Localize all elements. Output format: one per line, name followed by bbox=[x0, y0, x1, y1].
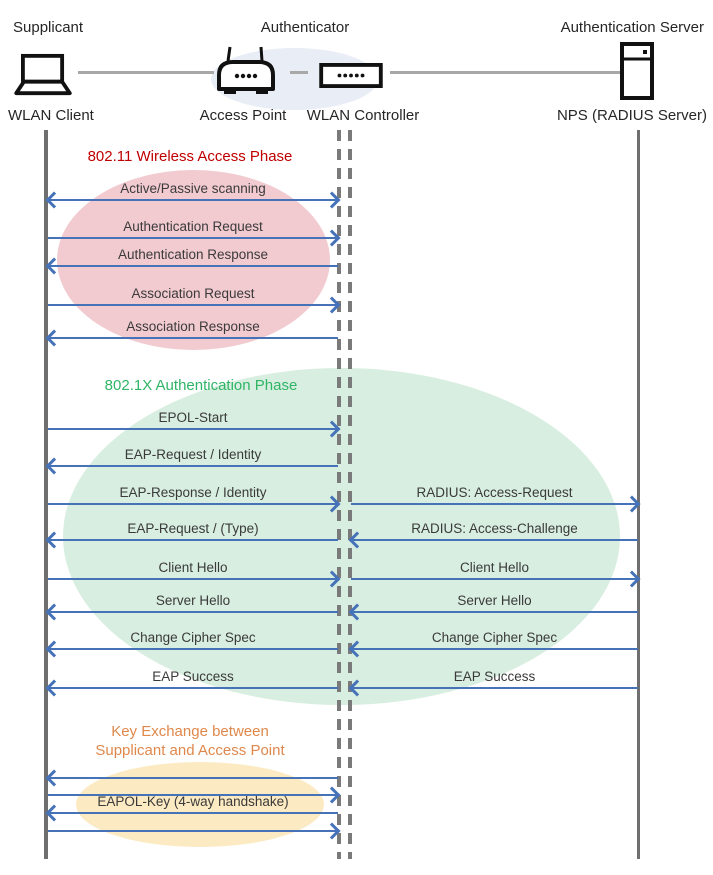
message-label: RADIUS: Access-Request bbox=[416, 485, 573, 500]
arrow-line bbox=[48, 578, 338, 580]
message-label: Change Cipher Spec bbox=[431, 630, 558, 645]
arrow-line bbox=[48, 304, 338, 306]
message-label: EAP-Request / Identity bbox=[124, 447, 262, 462]
role-authentication-server: Authentication Server bbox=[560, 19, 704, 36]
device-label-wlan-client: WLAN Client bbox=[8, 107, 94, 124]
message-label: RADIUS: Access-Challenge bbox=[411, 521, 578, 536]
arrow-line bbox=[48, 337, 338, 339]
arrow-line bbox=[48, 687, 338, 689]
connector-controller-to-server bbox=[390, 71, 620, 74]
connector-ap-to-controller bbox=[290, 71, 308, 74]
laptop-icon bbox=[12, 53, 74, 97]
arrow-line bbox=[351, 539, 638, 541]
arrow-line bbox=[351, 503, 638, 505]
arrow-line bbox=[48, 199, 338, 201]
message-label: Association Request bbox=[131, 286, 255, 301]
arrow-line bbox=[351, 578, 638, 580]
message-label: Client Hello bbox=[459, 560, 530, 575]
message-label: EAP-Response / Identity bbox=[119, 485, 267, 500]
phase3-title-line1: Key Exchange between bbox=[111, 723, 269, 740]
arrow-line bbox=[48, 265, 338, 267]
message-label: Client Hello bbox=[158, 560, 228, 575]
access-point-icon bbox=[214, 45, 278, 99]
message-label: EAP-Request / (Type) bbox=[127, 521, 259, 536]
message-label: EPOL-Start bbox=[158, 410, 228, 425]
device-label-access-point: Access Point bbox=[199, 107, 287, 124]
arrow-line bbox=[48, 465, 338, 467]
server-tower-icon bbox=[620, 42, 654, 100]
message-label: EAPOL-Key (4-way handshake) bbox=[97, 794, 289, 809]
phase2-title: 802.1X Authentication Phase bbox=[104, 377, 298, 394]
arrow-line bbox=[48, 830, 338, 832]
message-label: Server Hello bbox=[155, 593, 231, 608]
message-label: Server Hello bbox=[457, 593, 532, 608]
arrow-line bbox=[48, 503, 338, 505]
wlan-controller-icon bbox=[319, 63, 383, 88]
device-label-wlan-controller: WLAN Controller bbox=[306, 107, 420, 124]
arrow-line bbox=[48, 611, 338, 613]
arrow-line bbox=[351, 611, 638, 613]
message-label: Association Response bbox=[126, 319, 260, 334]
connector-client-to-ap bbox=[78, 71, 214, 74]
phase1-title: 802.11 Wireless Access Phase bbox=[87, 148, 293, 165]
message-label: Authentication Response bbox=[117, 247, 269, 262]
phase3-title-line2: Supplicant and Access Point bbox=[95, 742, 285, 759]
message-label: EAP Success bbox=[152, 669, 234, 684]
arrow-line bbox=[48, 812, 338, 814]
arrow-line bbox=[48, 777, 338, 779]
message-label: Authentication Request bbox=[123, 219, 263, 234]
arrow-line bbox=[48, 648, 338, 650]
message-label: EAP Success bbox=[453, 669, 536, 684]
role-supplicant: Supplicant bbox=[13, 19, 84, 36]
role-authenticator: Authenticator bbox=[260, 19, 350, 36]
arrow-line bbox=[351, 648, 638, 650]
arrowhead-left-icon bbox=[46, 770, 63, 787]
message-label: Change Cipher Spec bbox=[130, 630, 256, 645]
message-label: Active/Passive scanning bbox=[120, 181, 266, 196]
arrow-line bbox=[48, 428, 338, 430]
arrow-line bbox=[351, 687, 638, 689]
phase3-title bbox=[48, 722, 332, 760]
arrow-line bbox=[48, 237, 338, 239]
arrow-line bbox=[48, 539, 338, 541]
device-label-nps: NPS (RADIUS Server) bbox=[556, 107, 707, 124]
